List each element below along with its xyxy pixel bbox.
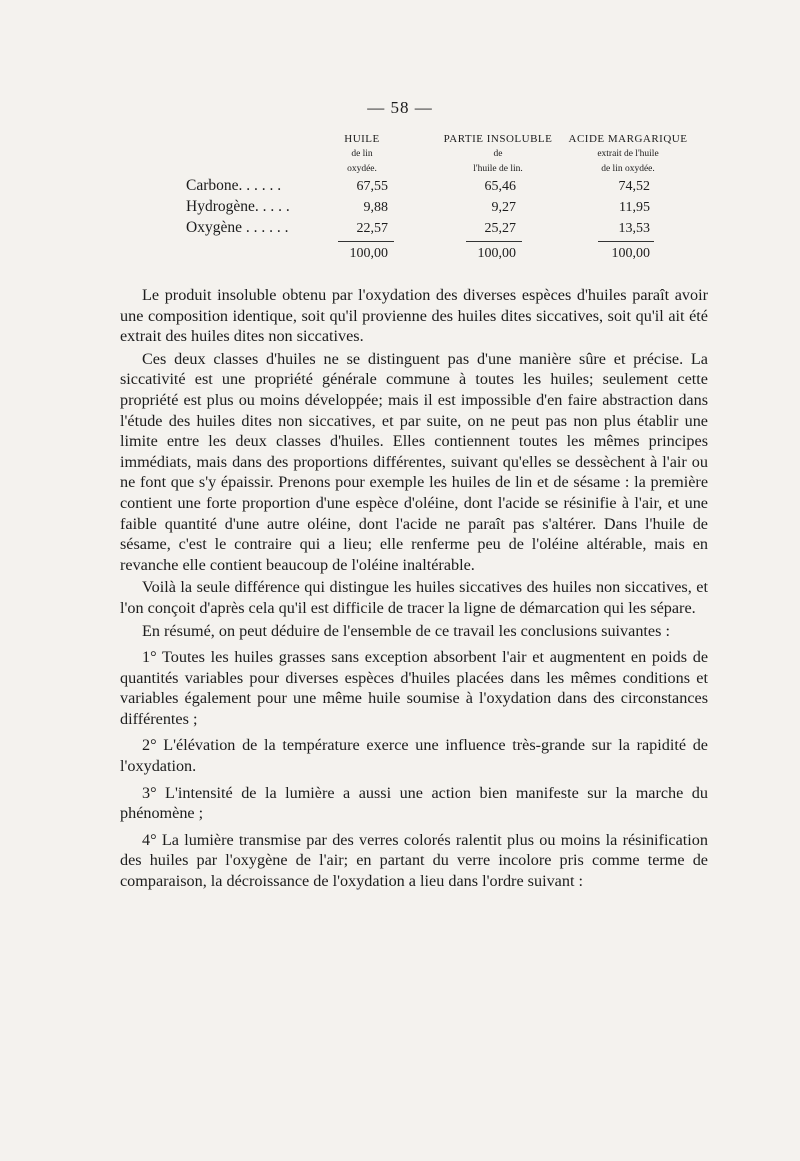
table-header-huile bbox=[322, 132, 402, 177]
header-sub: extrait de l'huile bbox=[597, 149, 659, 159]
table-cell: 13,53 bbox=[618, 221, 650, 236]
header-sub: de bbox=[493, 149, 503, 159]
table-cell: 9,88 bbox=[363, 200, 388, 215]
table-cell: 11,95 bbox=[619, 200, 650, 215]
body-text bbox=[120, 285, 708, 894]
header-sub: l'huile de lin. bbox=[473, 164, 523, 174]
header-sub: oxydée. bbox=[347, 164, 377, 174]
table-header-acide-margarique bbox=[568, 132, 688, 177]
table-total: 100,00 bbox=[477, 246, 516, 261]
row-label-carbone: Carbone. . . . . . bbox=[186, 177, 282, 194]
table-cell: 74,52 bbox=[618, 179, 650, 194]
row-label-oxygene: Oxygène . . . . . . bbox=[186, 219, 289, 236]
header-title: HUILE bbox=[344, 133, 380, 145]
paragraph: Le produit insoluble obtenu par l'oxydation des diverses espèces d'huiles paraît avoir une composition identique, soit qu'il provienne des huiles dites siccatives, soit qu'il ait été extrait des huiles dites non siccatives. bbox=[120, 286, 708, 346]
table-cell: 25,27 bbox=[484, 221, 516, 236]
table-header-partie-insoluble bbox=[438, 132, 558, 177]
paragraph: 1° Toutes les huiles grasses sans exception absorbent l'air et augmentent en poids de quantités variables pour diverses espèces d'huiles placées dans les mêmes conditions et variables également pour une même huile soumise à l'oxydation dans des circonstances différentes ; bbox=[120, 648, 708, 728]
table-total: 100,00 bbox=[611, 246, 650, 261]
header-sub: de lin oxydée. bbox=[601, 164, 655, 174]
header-title: PARTIE INSOLUBLE bbox=[443, 133, 553, 145]
paragraph: Ces deux classes d'huiles ne se distinguent pas d'une manière sûre et précise. La siccativité est une propriété générale commune à toutes les huiles; seulement cette propriété est plus ou moins développée; mais il est impossible d'en faire abstraction dans l'étude des huiles dites non siccatives, et par suite, on ne peut pas non plus établir une limite entre les deux classes d'huiles. Elles contiennent toutes les mêmes principes immédiats, mais dans des proportions différentes, suivant qu'elles se dessèchent à l'air ou ne font que s'y épaissir. Prenons pour exemple les huiles de lin et de sésame : la première contient une forte proportion d'une espèce d'oléine, dont l'acide se résinifie à l'air, et une faible quantité d'une autre oléine, dont l'acide ne paraît pas s'altérer. Dans l'huile de sésame, c'est le contraire qui a lieu; elle renferme peu de l'oléine altérable, mais en revanche elle contient beaucoup de l'oléine inaltérable. bbox=[120, 349, 708, 574]
table-cell: 67,55 bbox=[356, 179, 388, 194]
paragraph: 3° L'intensité de la lumière a aussi une action bien manifeste sur la marche du phénomène ; bbox=[120, 783, 708, 823]
page-number: — 58 — bbox=[367, 98, 433, 117]
table-cell: 22,57 bbox=[356, 221, 388, 236]
paragraph: En résumé, on peut déduire de l'ensemble de ce travail les conclusions suivantes : bbox=[142, 621, 670, 640]
table-cell: 9,27 bbox=[491, 200, 516, 215]
sum-rule bbox=[338, 241, 394, 242]
paragraph: Voilà la seule différence qui distingue les huiles siccatives des huiles non siccatives, et l'on conçoit d'après cela qu'il est difficile de tracer la ligne de démarcation qui les sépare. bbox=[120, 578, 708, 617]
sum-rule bbox=[598, 241, 654, 242]
paragraph: 2° L'élévation de la température exerce une influence très-grande sur la rapidité de l'oxydation. bbox=[120, 736, 708, 776]
header-title: ACIDE MARGARIQUE bbox=[568, 133, 688, 145]
paragraph: 4° La lumière transmise par des verres colorés ralentit plus ou moins la résinification des huiles par l'oxygène de l'air; en partant du verre incolore pris comme terme de comparaison, la décroissance de l'oxydation a lieu dans l'ordre suivant : bbox=[120, 830, 708, 891]
row-label-hydrogene: Hydrogène. . . . . bbox=[186, 198, 290, 215]
table-total: 100,00 bbox=[349, 246, 388, 261]
table-cell: 65,46 bbox=[484, 179, 516, 194]
sum-rule bbox=[466, 241, 522, 242]
header-sub: de lin bbox=[351, 149, 373, 159]
